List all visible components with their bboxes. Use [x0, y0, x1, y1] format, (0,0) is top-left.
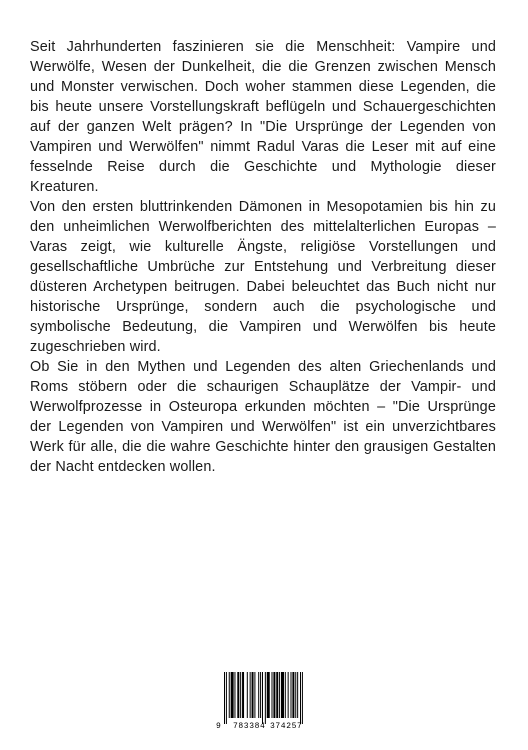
barcode-bar	[276, 672, 278, 718]
blurb-paragraph-3: Ob Sie in den Mythen und Legenden des alten Griechenlands und Roms stöbern oder die schaurigen Schauplätze der Vampir- und Werwolfprozesse in Osteuropa erkunden möchten – "Die Ursprünge der Legenden von Vampiren und Werwölfen" ist ein unverzichtbares Werk für alle, die die wahre Geschichte hinter den grausigen Gestalten der Nacht entdecken wollen.	[30, 359, 496, 475]
barcode-bar	[252, 672, 254, 718]
barcode-bar	[231, 672, 234, 718]
blurb-paragraph-1: Seit Jahrhunderten faszinieren sie die Menschheit: Vampire und Werwölfe, Wesen der Dunkelheit, die die Grenzen zwischen Mensch und Monster verwischen. Doch woher stammen diese Legenden, die bis heute unsere Vorstellungskraft beflügeln und Schauergeschichten auf der ganzen Welt prägen? In "Die Ursprünge der Legenden von Vampiren und Werwölfen" nimmt Radul Varas die Leser mit auf eine fesselnde Reise durch die Geschichte und Mythologie dieser Kreaturen.	[30, 39, 496, 195]
blurb-text	[30, 37, 496, 477]
barcode-bar	[242, 672, 244, 718]
barcode-bar	[258, 672, 259, 718]
barcode-bar	[237, 672, 239, 718]
barcode-bar	[240, 672, 241, 718]
barcode-bar	[302, 672, 303, 724]
barcode-right-digits: 374257	[270, 722, 303, 731]
barcode-bar	[224, 672, 225, 724]
barcode-bar	[260, 672, 261, 718]
barcode-bar	[281, 672, 284, 718]
barcode-bar	[254, 672, 255, 718]
barcode-bar	[273, 672, 275, 718]
barcode-bar	[267, 672, 270, 718]
barcode-bar	[272, 672, 273, 718]
barcode-bar	[229, 672, 230, 718]
barcode-bar	[297, 672, 298, 718]
barcode-bar	[234, 672, 235, 718]
blurb-paragraph-2: Von den ersten bluttrinkenden Dämonen in Mesopotamien bis hin zu den unheimlichen Werwolfberichten des mittelalterlichen Europas – Varas zeigt, wie kulturelle Ängste, religiöse Vorstellungen und gesellschaftliche Umbrüche zur Entstehung und Verbreitung dieser düsteren Archetypen beitrugen. Dabei beleuchtet das Buch nicht nur historische Ursprünge, sondern auch die psychologische und symbolische Bedeutung, die Vampiren und Werwölfen bis heute zugeschrieben wird.	[30, 199, 496, 355]
barcode-bar	[295, 672, 296, 718]
barcode-bar	[265, 672, 266, 724]
barcode-bar	[247, 672, 248, 718]
barcode-bar	[292, 672, 294, 718]
barcode-bar	[226, 672, 227, 724]
barcode-bar	[285, 672, 286, 718]
barcode-bar	[262, 672, 263, 724]
barcode-bars	[224, 672, 304, 724]
barcode-bar	[250, 672, 251, 718]
isbn-barcode	[216, 672, 312, 734]
barcode-bar	[291, 672, 292, 718]
barcode-bar	[288, 672, 289, 718]
barcode-bar	[300, 672, 301, 724]
barcode-first-digit: 9	[216, 722, 222, 731]
barcode-left-digits: 783384	[233, 722, 266, 731]
barcode-bar	[279, 672, 280, 718]
